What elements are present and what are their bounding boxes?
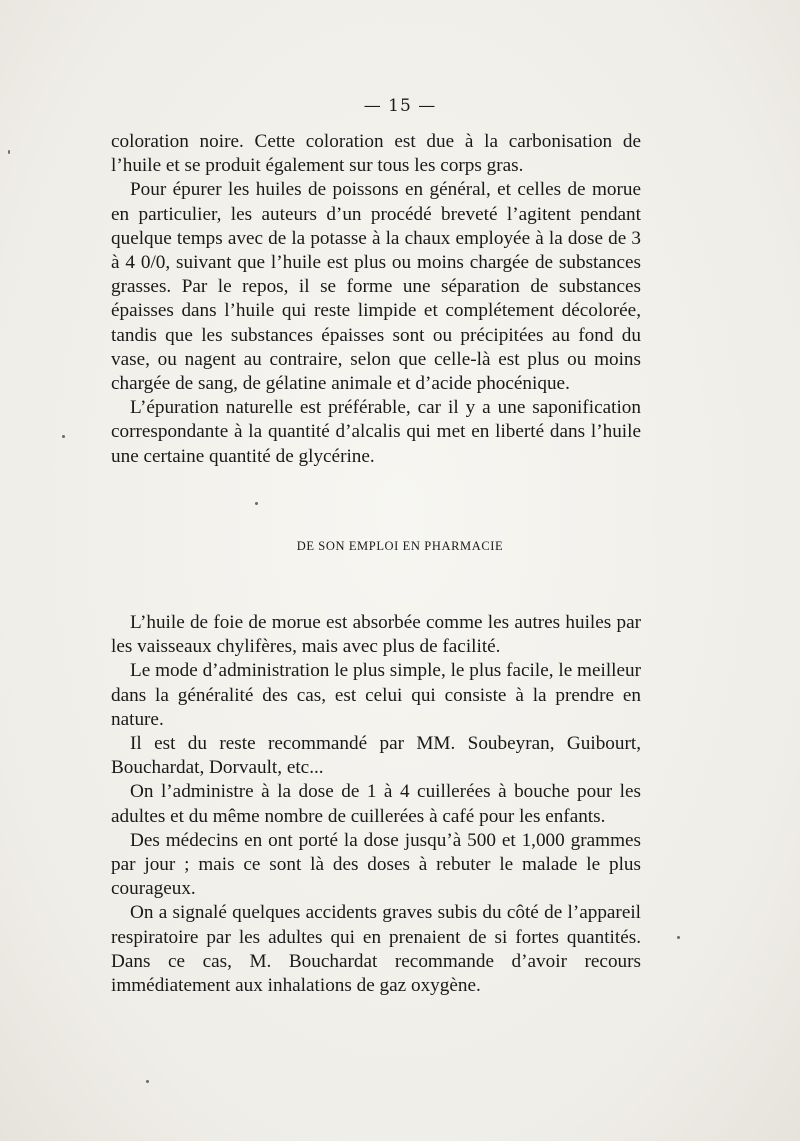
paper-speck — [8, 150, 10, 154]
paper-speck — [62, 435, 65, 438]
paragraph: Pour épurer les huiles de poissons en général, et celles de morue en particulier, les auteurs d’un procédé breveté l’agitent pendant quelque temps avec de la potasse à la chaux employée à la dose de 3 à 4 0/0, suivant que l’huile est plus ou moins chargée de substances grasses. Par le repos, il se forme une séparation de substances épaisses dans l’huile qui reste limpide et complétement décolorée, tandis que les substances épaisses sont ou précipitées au fond du vase, ou nagent au contraire, selon que celle-là est plus ou moins chargée de sang, de gélatine animale et d’acide phocénique. — [111, 179, 641, 395]
paragraph: On l’administre à la dose de 1 à 4 cuillerées à bouche pour les adultes et du même nombre de cuillerées à café pour les enfants. — [111, 781, 641, 827]
page-number: — 15 — — [363, 96, 437, 116]
paragraph: L’épuration naturelle est préférable, car il y a une saponification correspondante à la quantité d’alcalis qui met en liberté dans l’huile une certaine quantité de glycérine. — [111, 397, 641, 467]
section-heading: DE SON EMPLOI EN PHARMACIE — [296, 539, 504, 553]
paper-speck — [146, 1080, 149, 1083]
paragraph: coloration noire. Cette coloration est due à la carbonisation de l’huile et se produit également sur tous les corps gras. — [111, 131, 641, 177]
paragraph: Le mode d’administration le plus simple, le plus facile, le meilleur dans la généralité des cas, est celui qui consiste à la prendre en nature. — [111, 660, 641, 730]
paragraph: L’huile de foie de morue est absorbée comme les autres huiles par les vaisseaux chylifères, mais avec plus de facilité. — [111, 612, 641, 658]
paragraph: Il est du reste recommandé par MM. Soubeyran, Guibourt, Bouchardat, Dorvault, etc... — [111, 733, 641, 779]
section-pharmacy-text — [111, 611, 641, 998]
section-purification-text — [111, 130, 641, 469]
paragraph: On a signalé quelques accidents graves subis du côté de l’appareil respiratoire par les adultes qui en prenaient de si fortes quantités. Dans ce cas, M. Bouchardat recommande d’avoir recours immédiatement aux inhalations de gaz oxygène. — [111, 902, 641, 997]
paper-speck — [677, 936, 680, 939]
paper-speck — [255, 502, 258, 505]
paragraph: Des médecins en ont porté la dose jusqu’à 500 et 1,000 grammes par jour ; mais ce sont là des doses à rebuter le malade le plus courageux. — [111, 829, 641, 900]
